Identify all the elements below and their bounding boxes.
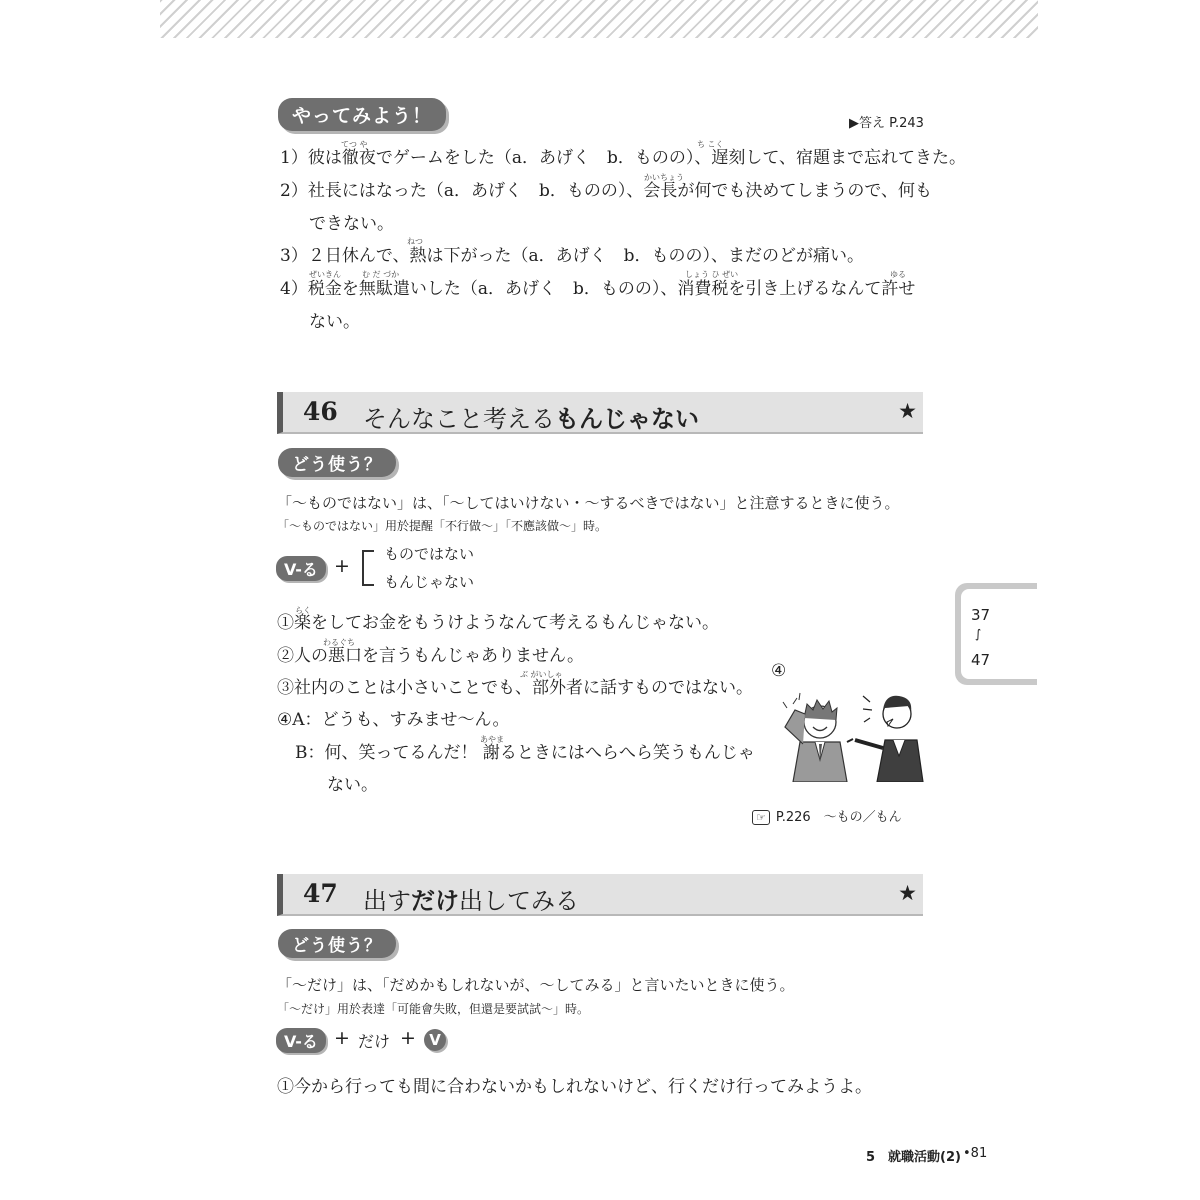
ruby-zeikin: ぜいきん (309, 270, 341, 279)
section-title (363, 399, 699, 434)
section-number: 47 (303, 879, 338, 908)
section-title (363, 881, 579, 916)
example-1: ①楽をしてお金をもうけようなんて考えるもんじゃない。 (277, 613, 719, 633)
example-2: ②人の悪口を言うもんじゃありません。 (277, 646, 585, 666)
side-index-end: 47 (971, 651, 991, 669)
ruby-shouhizei: しょう ひ ぜい (685, 270, 739, 279)
footer-chapter: 5 就職活動(2) (866, 1150, 961, 1165)
apology-illustration (775, 682, 925, 782)
side-index-range-mark: ∫ (975, 627, 982, 641)
ruby-chikoku: ち こく (697, 140, 724, 149)
title-bold: だけ (411, 887, 459, 915)
explanation-chinese: 「〜だけ」用於表達「可能會失敗，但還是要試試〜」時。 (277, 1002, 590, 1016)
page-number: •81 (963, 1146, 988, 1161)
header-hatch-band (160, 0, 1038, 38)
explanation-chinese: 「〜ものではない」用於提醒「不行做〜」「不應該做〜」時。 (277, 519, 608, 533)
cross-reference (752, 806, 902, 825)
pattern-dake: だけ (358, 1032, 391, 1051)
ruby-ayama: あやま (480, 735, 504, 744)
ruby-waruguchi: わるぐち (323, 638, 355, 647)
ruby-tetsuya: てつ や (341, 140, 368, 149)
question-1: 1）彼は徹夜でゲームをした（a．あげく b．ものの）、遅刻して、宿題まで忘れてきた。 (280, 148, 966, 168)
question-2-continued: できない。 (309, 214, 394, 234)
star-icon: ★ (898, 881, 917, 905)
v-circle-tag: V (424, 1029, 446, 1051)
usage-badge: どう使う？ (278, 929, 396, 958)
v-ru-tag: V-る (276, 556, 326, 581)
title-part-a: 出す (363, 887, 411, 915)
side-index-tab (955, 583, 1037, 685)
ruby-bugaisha: ぶ がいしゃ (520, 670, 563, 679)
exercise-badge: やってみよう！ (278, 98, 446, 131)
ruby-kaichou: かいちょう (644, 173, 684, 182)
pattern-option-2: もんじゃない (384, 573, 475, 591)
pattern-verb-circle (424, 1029, 446, 1051)
pattern-option-1: ものではない (384, 545, 475, 563)
ruby-mudazukai: む だ づか (362, 270, 400, 279)
cross-reference-text: P.226 〜もの／もん (775, 810, 902, 825)
pattern-verb-tag (276, 556, 326, 581)
section-46-header (277, 392, 923, 434)
pointing-hand-icon: ☞ (752, 810, 770, 825)
example-3: ③社内のことは小さいことでも、部外者に話すものではない。 (277, 678, 753, 698)
example-4-b-continued: ない。 (327, 775, 378, 795)
question-4-continued: ない。 (309, 312, 360, 332)
star-icon: ★ (898, 399, 917, 423)
plus-sign: + (334, 555, 350, 577)
example-4-a: ④A：どうも、すみませ〜ん。 (277, 710, 510, 730)
plus-sign-1: + (334, 1027, 350, 1049)
ruby-netsu: ねつ (407, 237, 423, 246)
v-ru-tag: V-る (276, 1028, 326, 1053)
explanation-japanese: 「〜だけ」は、「だめかもしれないが、〜してみる」と言いたいときに使う。 (277, 976, 795, 994)
pattern-verb-tag (276, 1028, 326, 1053)
side-index-tab-inner (961, 589, 1037, 679)
plus-sign-2: + (400, 1027, 416, 1049)
question-2: 2）社長にはなった（a．あげく b．ものの）、会長が何でも決めてしまうので、何も (280, 181, 932, 201)
title-bold: もんじゃない (555, 405, 699, 433)
example-1: ①今から行っても間に合わないかもしれないけど、行くだけ行ってみようよ。 (277, 1077, 872, 1097)
ruby-raku: らく (295, 606, 311, 615)
example-4-b: B：何、笑ってるんだ！ 謝るときにはへらへら笑うもんじゃ (295, 743, 755, 763)
pattern-bracket (362, 550, 374, 586)
answer-reference: ▶答え P.243 (849, 116, 924, 131)
title-plain: そんなこと考える (363, 405, 555, 433)
section-47-header (277, 874, 923, 916)
ruby-yuru: ゆる (890, 270, 906, 279)
question-3: 3）２日休んで、熱は下がった（a．あげく b．ものの）、まだのどが痛い。 (280, 246, 864, 266)
title-part-b: 出してみる (459, 887, 579, 915)
explanation-japanese: 「〜ものではない」は、「〜してはいけない・〜するべきではない」と注意するときに使う。 (277, 494, 900, 512)
illustration-label: ④ (771, 661, 787, 681)
usage-badge: どう使う？ (278, 448, 396, 477)
section-number: 46 (303, 397, 338, 426)
side-index-start: 37 (971, 606, 991, 624)
question-4: 4）税金を無駄遣いした（a．あげく b．ものの）、消費税を引き上げるなんて許せ (280, 279, 916, 299)
